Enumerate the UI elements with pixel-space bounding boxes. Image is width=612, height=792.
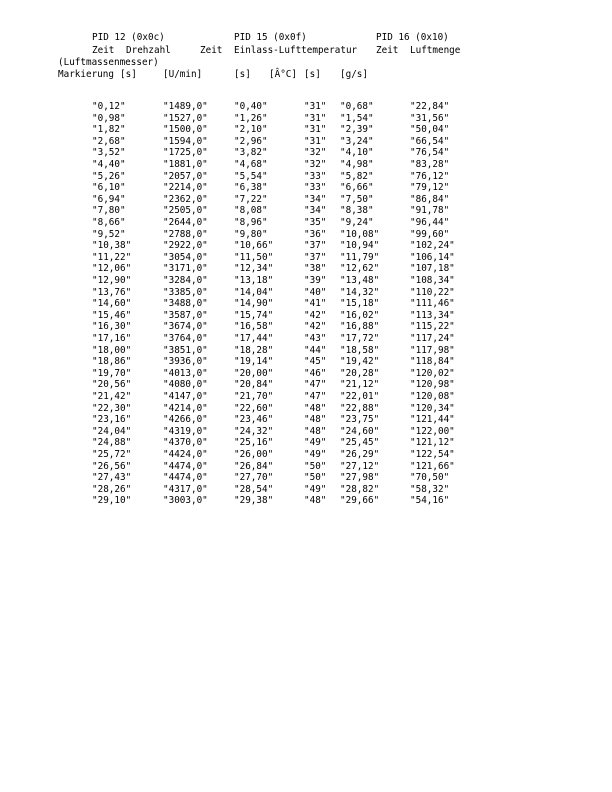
cell-luftmenge: "66,54" [410,135,450,147]
cell-zeit-3: "16,88" [340,321,380,333]
cell-zeit-2: "28,54" [234,483,274,495]
cell-temperatur: "33" [304,182,327,194]
cell-zeit-1: "10,38" [92,240,132,252]
col-zeit-1-label: Zeit [92,45,115,56]
unit-celsius: [Â°C] [269,69,297,80]
cell-zeit-1: "16,30" [92,321,132,333]
cell-drehzahl: "2214,0" [163,182,208,194]
cell-temperatur: "42" [304,309,327,321]
cell-zeit-2: "18,28" [234,344,274,356]
cell-temperatur: "35" [304,217,327,228]
cell-zeit-3: "10,08" [340,228,380,240]
cell-zeit-2: "8,08" [234,205,268,217]
cell-luftmenge: "58,32" [410,483,450,495]
cell-luftmenge: "91,78" [410,205,450,217]
cell-zeit-2: "15,74" [234,309,274,321]
cell-temperatur: "36" [304,228,327,240]
cell-drehzahl: "2362,0" [163,193,208,205]
cell-zeit-3: "4,10" [340,147,374,159]
cell-zeit-3: "28,82" [340,483,380,495]
cell-zeit-3: "25,45" [340,437,380,449]
cell-luftmenge: "113,34" [410,309,455,321]
cell-drehzahl: "4266,0" [163,414,208,426]
cell-temperatur: "39" [304,275,327,286]
cell-zeit-2: "26,00" [234,449,274,460]
col-drehzahl-label: Drehzahl [126,45,171,56]
cell-zeit-2: "4,68" [234,159,268,170]
cell-drehzahl: "4319,0" [163,425,208,437]
cell-luftmenge: "31,56" [410,112,450,124]
cell-zeit-2: "23,46" [234,414,274,426]
cell-luftmenge: "106,14" [410,251,455,263]
cell-zeit-2: "9,80" [234,228,268,240]
cell-zeit-3: "9,24" [340,217,374,228]
cell-zeit-2: "14,04" [234,286,274,298]
cell-drehzahl: "2922,0" [163,240,208,252]
cell-zeit-2: "21,70" [234,391,274,402]
cell-temperatur: "33" [304,170,327,182]
cell-luftmenge: "99,60" [410,228,450,240]
cell-zeit-1: "14,60" [92,298,132,310]
cell-luftmenge: "121,44" [410,414,455,426]
cell-luftmenge: "122,54" [410,449,455,460]
cell-zeit-1: "12,06" [92,263,132,275]
cell-temperatur: "31" [304,124,327,136]
cell-zeit-2: "10,66" [234,240,274,252]
cell-zeit-1: "1,82" [92,124,126,136]
cell-temperatur: "41" [304,298,327,310]
cell-zeit-2: "19,14" [234,356,274,368]
cell-zeit-2: "5,54" [234,170,268,182]
cell-temperatur: "50" [304,472,327,484]
cell-temperatur: "34" [304,193,327,205]
cell-zeit-3: "24,60" [340,425,380,437]
cell-zeit-3: "16,02" [340,309,380,321]
cell-luftmenge: "121,12" [410,437,455,449]
cell-zeit-2: "13,18" [234,275,274,286]
cell-drehzahl: "1500,0" [163,124,208,136]
cell-zeit-2: "3,82" [234,147,268,159]
cell-zeit-1: "13,76" [92,286,132,298]
cell-drehzahl: "2788,0" [163,228,208,240]
cell-temperatur: "31" [304,112,327,124]
cell-zeit-2: "24,32" [234,425,274,437]
unit-umin: [U/min] [163,69,203,80]
cell-zeit-2: "0,40" [234,101,268,112]
cell-temperatur: "31" [304,101,327,112]
cell-luftmenge: "76,12" [410,170,450,182]
cell-drehzahl: "1881,0" [163,159,208,170]
cell-zeit-1: "0,12" [92,101,126,112]
cell-drehzahl: "3003,0" [163,495,208,507]
cell-luftmenge: "117,24" [410,333,455,344]
cell-drehzahl: "1594,0" [163,135,208,147]
cell-zeit-1: "23,16" [92,414,132,426]
cell-zeit-1: "24,88" [92,437,132,449]
cell-zeit-1: "6,10" [92,182,126,194]
cell-luftmenge: "122,00" [410,425,455,437]
cell-luftmenge: "118,84" [410,356,455,368]
cell-zeit-2: "12,34" [234,263,274,275]
cell-drehzahl: "4080,0" [163,379,208,391]
cell-zeit-3: "12,62" [340,263,380,275]
col-einlass-label: Einlass-Lufttemperatur [234,45,358,56]
cell-drehzahl: "3054,0" [163,251,208,263]
cell-zeit-3: "0,68" [340,101,374,112]
cell-zeit-3: "8,38" [340,205,374,217]
cell-drehzahl: "4424,0" [163,449,208,460]
cell-drehzahl: "4147,0" [163,391,208,402]
pid12-label: PID 12 (0x0c) [92,32,165,43]
cell-zeit-3: "19,42" [340,356,380,368]
cell-zeit-3: "2,39" [340,124,374,136]
cell-luftmenge: "50,04" [410,124,450,136]
cell-drehzahl: "4013,0" [163,367,208,379]
cell-zeit-3: "20,28" [340,367,380,379]
cell-drehzahl: "3674,0" [163,321,208,333]
cell-zeit-1: "22,30" [92,402,132,414]
luftmassenmesser-label: (Luftmassenmesser) [58,57,159,68]
cell-zeit-3: "6,66" [340,182,374,194]
cell-temperatur: "40" [304,286,327,298]
cell-zeit-2: "29,38" [234,495,274,507]
cell-luftmenge: "111,46" [410,298,455,310]
col-markierung-label: Markierung [58,69,114,80]
cell-temperatur: "37" [304,251,327,263]
cell-zeit-2: "25,16" [234,437,274,449]
cell-zeit-1: "6,94" [92,193,126,205]
cell-temperatur: "48" [304,414,327,426]
cell-luftmenge: "70,50" [410,472,450,484]
cell-zeit-3: "27,12" [340,460,380,472]
cell-zeit-3: "13,48" [340,275,380,286]
cell-temperatur: "32" [304,159,327,170]
cell-zeit-1: "12,90" [92,275,132,286]
cell-drehzahl: "3284,0" [163,275,208,286]
cell-zeit-1: "25,72" [92,449,132,460]
cell-drehzahl: "4474,0" [163,460,208,472]
cell-temperatur: "43" [304,333,327,344]
cell-drehzahl: "1725,0" [163,147,208,159]
cell-luftmenge: "54,16" [410,495,450,507]
cell-temperatur: "44" [304,344,327,356]
cell-luftmenge: "79,12" [410,182,450,194]
cell-drehzahl: "3385,0" [163,286,208,298]
cell-luftmenge: "117,98" [410,344,455,356]
unit-s-2: [s] [234,69,251,80]
cell-temperatur: "42" [304,321,327,333]
cell-zeit-1: "3,52" [92,147,126,159]
col-luftmenge-label: Luftmenge [410,45,461,56]
cell-temperatur: "48" [304,402,327,414]
cell-zeit-2: "7,22" [234,193,268,205]
cell-drehzahl: "4317,0" [163,483,208,495]
cell-zeit-2: "14,90" [234,298,274,310]
cell-zeit-3: "17,72" [340,333,380,344]
unit-s-1: [s] [120,69,137,80]
cell-zeit-1: "29,10" [92,495,132,507]
cell-zeit-3: "3,24" [340,135,374,147]
cell-zeit-3: "23,75" [340,414,380,426]
cell-drehzahl: "3936,0" [163,356,208,368]
cell-zeit-2: "20,00" [234,367,274,379]
cell-temperatur: "45" [304,356,327,368]
cell-zeit-2: "26,84" [234,460,274,472]
cell-drehzahl: "3488,0" [163,298,208,310]
cell-luftmenge: "108,34" [410,275,455,286]
cell-temperatur: "46" [304,367,327,379]
cell-luftmenge: "107,18" [410,263,455,275]
cell-drehzahl: "2505,0" [163,205,208,217]
col-zeit-3-label: Zeit [376,45,399,56]
cell-zeit-3: "4,98" [340,159,374,170]
cell-zeit-1: "24,04" [92,425,132,437]
cell-luftmenge: "120,98" [410,379,455,391]
cell-zeit-3: "14,32" [340,286,380,298]
cell-drehzahl: "4214,0" [163,402,208,414]
cell-zeit-3: "11,79" [340,251,380,263]
cell-temperatur: "47" [304,379,327,391]
cell-drehzahl: "3851,0" [163,344,208,356]
cell-zeit-3: "10,94" [340,240,380,252]
cell-zeit-1: "4,40" [92,159,126,170]
cell-zeit-1: "27,43" [92,472,132,484]
cell-zeit-1: "21,42" [92,391,132,402]
cell-zeit-1: "11,22" [92,251,132,263]
cell-zeit-3: "22,01" [340,391,380,402]
cell-zeit-1: "18,00" [92,344,132,356]
cell-luftmenge: "22,84" [410,101,450,112]
cell-zeit-3: "21,12" [340,379,380,391]
cell-zeit-2: "8,96" [234,217,268,228]
cell-temperatur: "50" [304,460,327,472]
cell-zeit-2: "11,50" [234,251,274,263]
cell-zeit-1: "2,68" [92,135,126,147]
cell-temperatur: "49" [304,437,327,449]
cell-zeit-1: "15,46" [92,309,132,321]
pid15-label: PID 15 (0x0f) [234,32,307,43]
cell-luftmenge: "110,22" [410,286,455,298]
cell-luftmenge: "86,84" [410,193,450,205]
cell-zeit-2: "22,60" [234,402,274,414]
cell-luftmenge: "120,34" [410,402,455,414]
cell-zeit-1: "19,70" [92,367,132,379]
cell-temperatur: "34" [304,205,327,217]
cell-temperatur: "49" [304,483,327,495]
cell-zeit-3: "7,50" [340,193,374,205]
cell-zeit-3: "5,82" [340,170,374,182]
cell-zeit-3: "1,54" [340,112,374,124]
cell-drehzahl: "2644,0" [163,217,208,228]
cell-zeit-1: "0,98" [92,112,126,124]
cell-temperatur: "38" [304,263,327,275]
unit-gs: [g/s] [340,69,368,80]
cell-zeit-1: "26,56" [92,460,132,472]
cell-zeit-2: "20,84" [234,379,274,391]
cell-luftmenge: "120,02" [410,367,455,379]
cell-temperatur: "47" [304,391,327,402]
cell-zeit-2: "17,44" [234,333,274,344]
cell-drehzahl: "4370,0" [163,437,208,449]
cell-luftmenge: "83,28" [410,159,450,170]
cell-drehzahl: "1527,0" [163,112,208,124]
cell-temperatur: "37" [304,240,327,252]
cell-zeit-3: "22,88" [340,402,380,414]
pid16-label: PID 16 (0x10) [376,32,449,43]
cell-zeit-2: "16,58" [234,321,274,333]
cell-zeit-2: "1,26" [234,112,268,124]
cell-temperatur: "48" [304,425,327,437]
cell-zeit-1: "8,66" [92,217,126,228]
cell-temperatur: "31" [304,135,327,147]
cell-temperatur: "48" [304,495,327,507]
col-zeit-2-label: Zeit [200,45,223,56]
cell-zeit-1: "9,52" [92,228,126,240]
cell-zeit-1: "5,26" [92,170,126,182]
cell-zeit-1: "28,26" [92,483,132,495]
cell-zeit-3: "18,58" [340,344,380,356]
cell-drehzahl: "3171,0" [163,263,208,275]
cell-drehzahl: "3764,0" [163,333,208,344]
cell-temperatur: "32" [304,147,327,159]
cell-drehzahl: "1489,0" [163,101,208,112]
cell-drehzahl: "4474,0" [163,472,208,484]
cell-drehzahl: "3587,0" [163,309,208,321]
cell-luftmenge: "121,66" [410,460,455,472]
cell-zeit-2: "27,70" [234,472,274,484]
cell-zeit-2: "2,96" [234,135,268,147]
cell-zeit-1: "17,16" [92,333,132,344]
cell-luftmenge: "102,24" [410,240,455,252]
cell-zeit-3: "27,98" [340,472,380,484]
cell-zeit-2: "2,10" [234,124,268,136]
unit-s-3: [s] [304,69,321,80]
cell-zeit-2: "6,38" [234,182,268,194]
cell-zeit-1: "20,56" [92,379,132,391]
cell-zeit-3: "26,29" [340,449,380,460]
cell-zeit-3: "15,18" [340,298,380,310]
cell-luftmenge: "120,08" [410,391,455,402]
cell-temperatur: "49" [304,449,327,460]
cell-zeit-1: "7,80" [92,205,126,217]
cell-luftmenge: "96,44" [410,217,450,228]
cell-luftmenge: "76,54" [410,147,450,159]
cell-zeit-1: "18,86" [92,356,132,368]
cell-drehzahl: "2057,0" [163,170,208,182]
cell-zeit-3: "29,66" [340,495,380,507]
cell-luftmenge: "115,22" [410,321,455,333]
